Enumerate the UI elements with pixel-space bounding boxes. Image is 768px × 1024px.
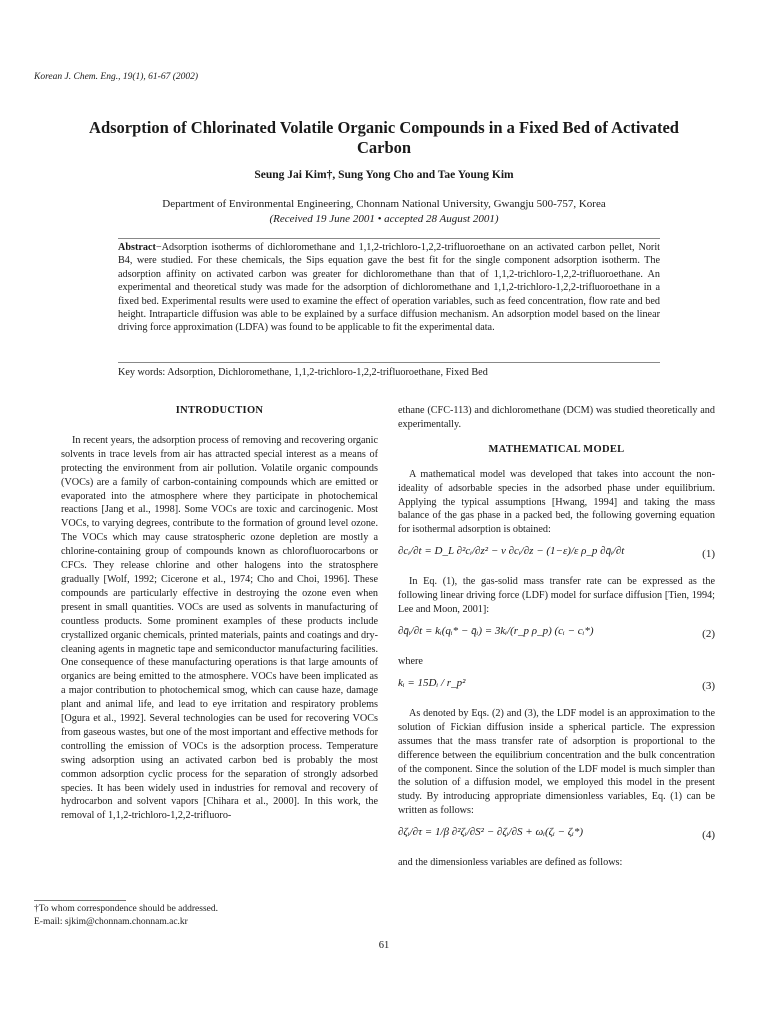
keywords: Key words: Adsorption, Dichloromethane, 1,1,2-trichloro-1,2,2-trifluoroethane, Fixed Bed [118,367,488,378]
equation-2-number: (2) [702,627,715,640]
introduction-paragraph: In recent years, the adsorption process of removing and recovering organic solvents in trace levels from air has attracted special interest as a means of protecting the environment from air pollution. Volatile organic compounds (VOCs) are a family of carbon-containing compounds which are emitted or evaporated into the atmosphere where they participate in photochemical reactions [Jang et al., 1998]. Some VOCs are toxic and carcinogenic. Most VOCs, to varying degrees, contribute to the formation of ground level ozone. The VOCs which may cause stratospheric ozone depletion are mostly a chlorine-containing group of compounds known as chlorofluorocarbons or CFCs. They release chlorine and other halogens into the stratosphere gradually [Wolf, 1992; Cicerone et al., 1974; Cho and Choi, 1996]. These compounds are particularly effective in destroying the ozone even when present in small quantities. VOCs are used as solvents in manufacturing of countless products. Some prominent examples of these products include crystallized organic chemicals, printed materials, paints and coatings and dry-cleaning agents in magnetic tape and semiconductor manufacturing facilities. One consequence of these manufacturing operations is that large amounts of organics are being emitted to the atmosphere. VOCs have been implicated as a major contribution to photochemical smog, which can cause haze, damage plant and animal life, and lead to eye irritation and respiratory problems [Ogura et al., 1992]. Several technologies can be used for recovering VOCs from gaseous wastes, but one of the most important and effective methods for controlling the emission of VOCs is the adsorption process. Temperature swing adsorption using an activated carbon bed is probably the most common adsorption cyclic process for the separation of strongly adsorbed species. It has been widely used in industries for removal and recovery of hydrocarbon and solvent vapors [Chihara et al., 2000]. In this work, the removal of 1,1,2-trichloro-1,2,2-trifluoro- [61,434,378,822]
equation-3-number: (3) [702,679,715,692]
section-heading-introduction: INTRODUCTION [175,405,264,416]
equation-4-expression: ∂ζᵢ/∂τ = 1/β ∂²ζᵢ/∂S² − ∂ζᵢ/∂S + ωᵢ(ζᵢ − ζᵢ*) [398,826,584,839]
footnote-rule [34,900,126,901]
equation-2-expression: ∂q̄ᵢ/∂t = kᵢ(qᵢ* − q̄ᵢ) = 3kᵢ/(r_p ρ_p) (cᵢ − cᵢ*) [398,624,594,637]
model-paragraph-3: As denoted by Eqs. (2) and (3), the LDF model is an approximation to the solution of Fickian diffusion inside a spherical particle. The expression assumes that the mass transfer rate of adsorption is proportional to the difference between the equilibrium concentration and the bulk concentration of the component. Since the solution of the LDF model is much simpler than the solution of a diffusion model, we employed this model in the present study. By introducing appropriate dimensionless variables, Eq. (1) can be written as follows: [398,707,715,817]
footnote [34,903,364,928]
author-list: Seung Jai Kim†, Sung Yong Cho and Tae Young Kim [254,169,514,181]
model-paragraph-1: A mathematical model was developed that takes into account the non-ideality of adsorbable species in the adsorbed phase under equilibrium. Applying the typical assumptions [Hwang, 1994] and taking the mass balance of the gas phase in a packed bed, the following governing equation for isothermal adsorption is obtained: [398,468,715,536]
abstract-bottom-rule [118,362,660,363]
abstract-text: −Adsorption isotherms of dichloromethane and 1,1,2-trichloro-1,2,2-trifluoroethane on an activated carbon pellet, Norit B4, were studied. For these chemicals, the Sips equation gave the best fit for the single component adsorption isotherm. The adsorption affinity on activated carbon was greater for dichloromethane than that of 1,1,2-trichloro-1,2,2-trifluoroethane. An experimental and theoretical study was made for the adsorption of dichloromethane and 1,1,2-trichloro-1,2,2-trifluoroethane in a fixed bed. Experimental results were used to examine the effect of operation variables, such as feed concentration, flow rate and bed height. Intraparticle diffusion was able to be explained by a surface diffusion mechanism. An adsorption model based on the linear driving force approximation (LDFA) was found to be applicable to fit the experimental data. [118,242,660,334]
model-paragraph-2: In Eq. (1), the gas-solid mass transfer rate can be expressed as the following linear driving force (LDF) model for surface diffusion [Tien, 1994; Lee and Moon, 2001]: [398,576,715,616]
abstract [118,241,660,335]
section-heading-model: MATHEMATICAL MODEL [488,443,625,455]
equation-1-expression: ∂cᵢ/∂t = D_L ∂²cᵢ/∂z² − v ∂cᵢ/∂z − (1−ε)/ε ρ_p ∂q̄ᵢ/∂t [398,545,625,558]
where-text: where [398,655,423,667]
equation-2 [398,617,715,655]
footnote-correspondence: †To whom correspondence should be addressed. [34,904,219,914]
equation-1 [398,537,715,575]
equation-4-number: (4) [702,829,715,842]
page-number: 61 [378,940,390,951]
equation-4 [398,818,715,856]
right-column [398,404,715,870]
left-column [61,404,378,823]
equation-1-number: (1) [702,548,715,561]
abstract-top-rule [118,238,660,239]
equation-3 [398,669,715,707]
affiliation: Department of Environmental Engineering, Chonnam National University, Gwangju 500-757, Korea [162,198,606,210]
affiliation-block [0,197,768,227]
equation-3-expression: kᵢ = 15Dᵢ / r_p² [398,676,466,689]
introduction-continuation: ethane (CFC-113) and dichloromethane (DCM) was studied theoretically and experimentally. [398,405,715,430]
model-paragraph-4: and the dimensionless variables are defined as follows: [398,857,623,869]
footnote-email: E-mail: sjkim@chonnam.chonnam.ac.kr [34,916,188,927]
paper-title: Adsorption of Chlorinated Volatile Organic Compounds in a Fixed Bed of Activated Carbon [89,118,679,157]
abstract-label: Abstract [118,242,156,253]
journal-reference: Korean J. Chem. Eng., 19(1), 61-67 (2002) [34,72,199,82]
received-accepted-dates: (Received 19 June 2001 • accepted 28 August 2001) [269,213,499,225]
